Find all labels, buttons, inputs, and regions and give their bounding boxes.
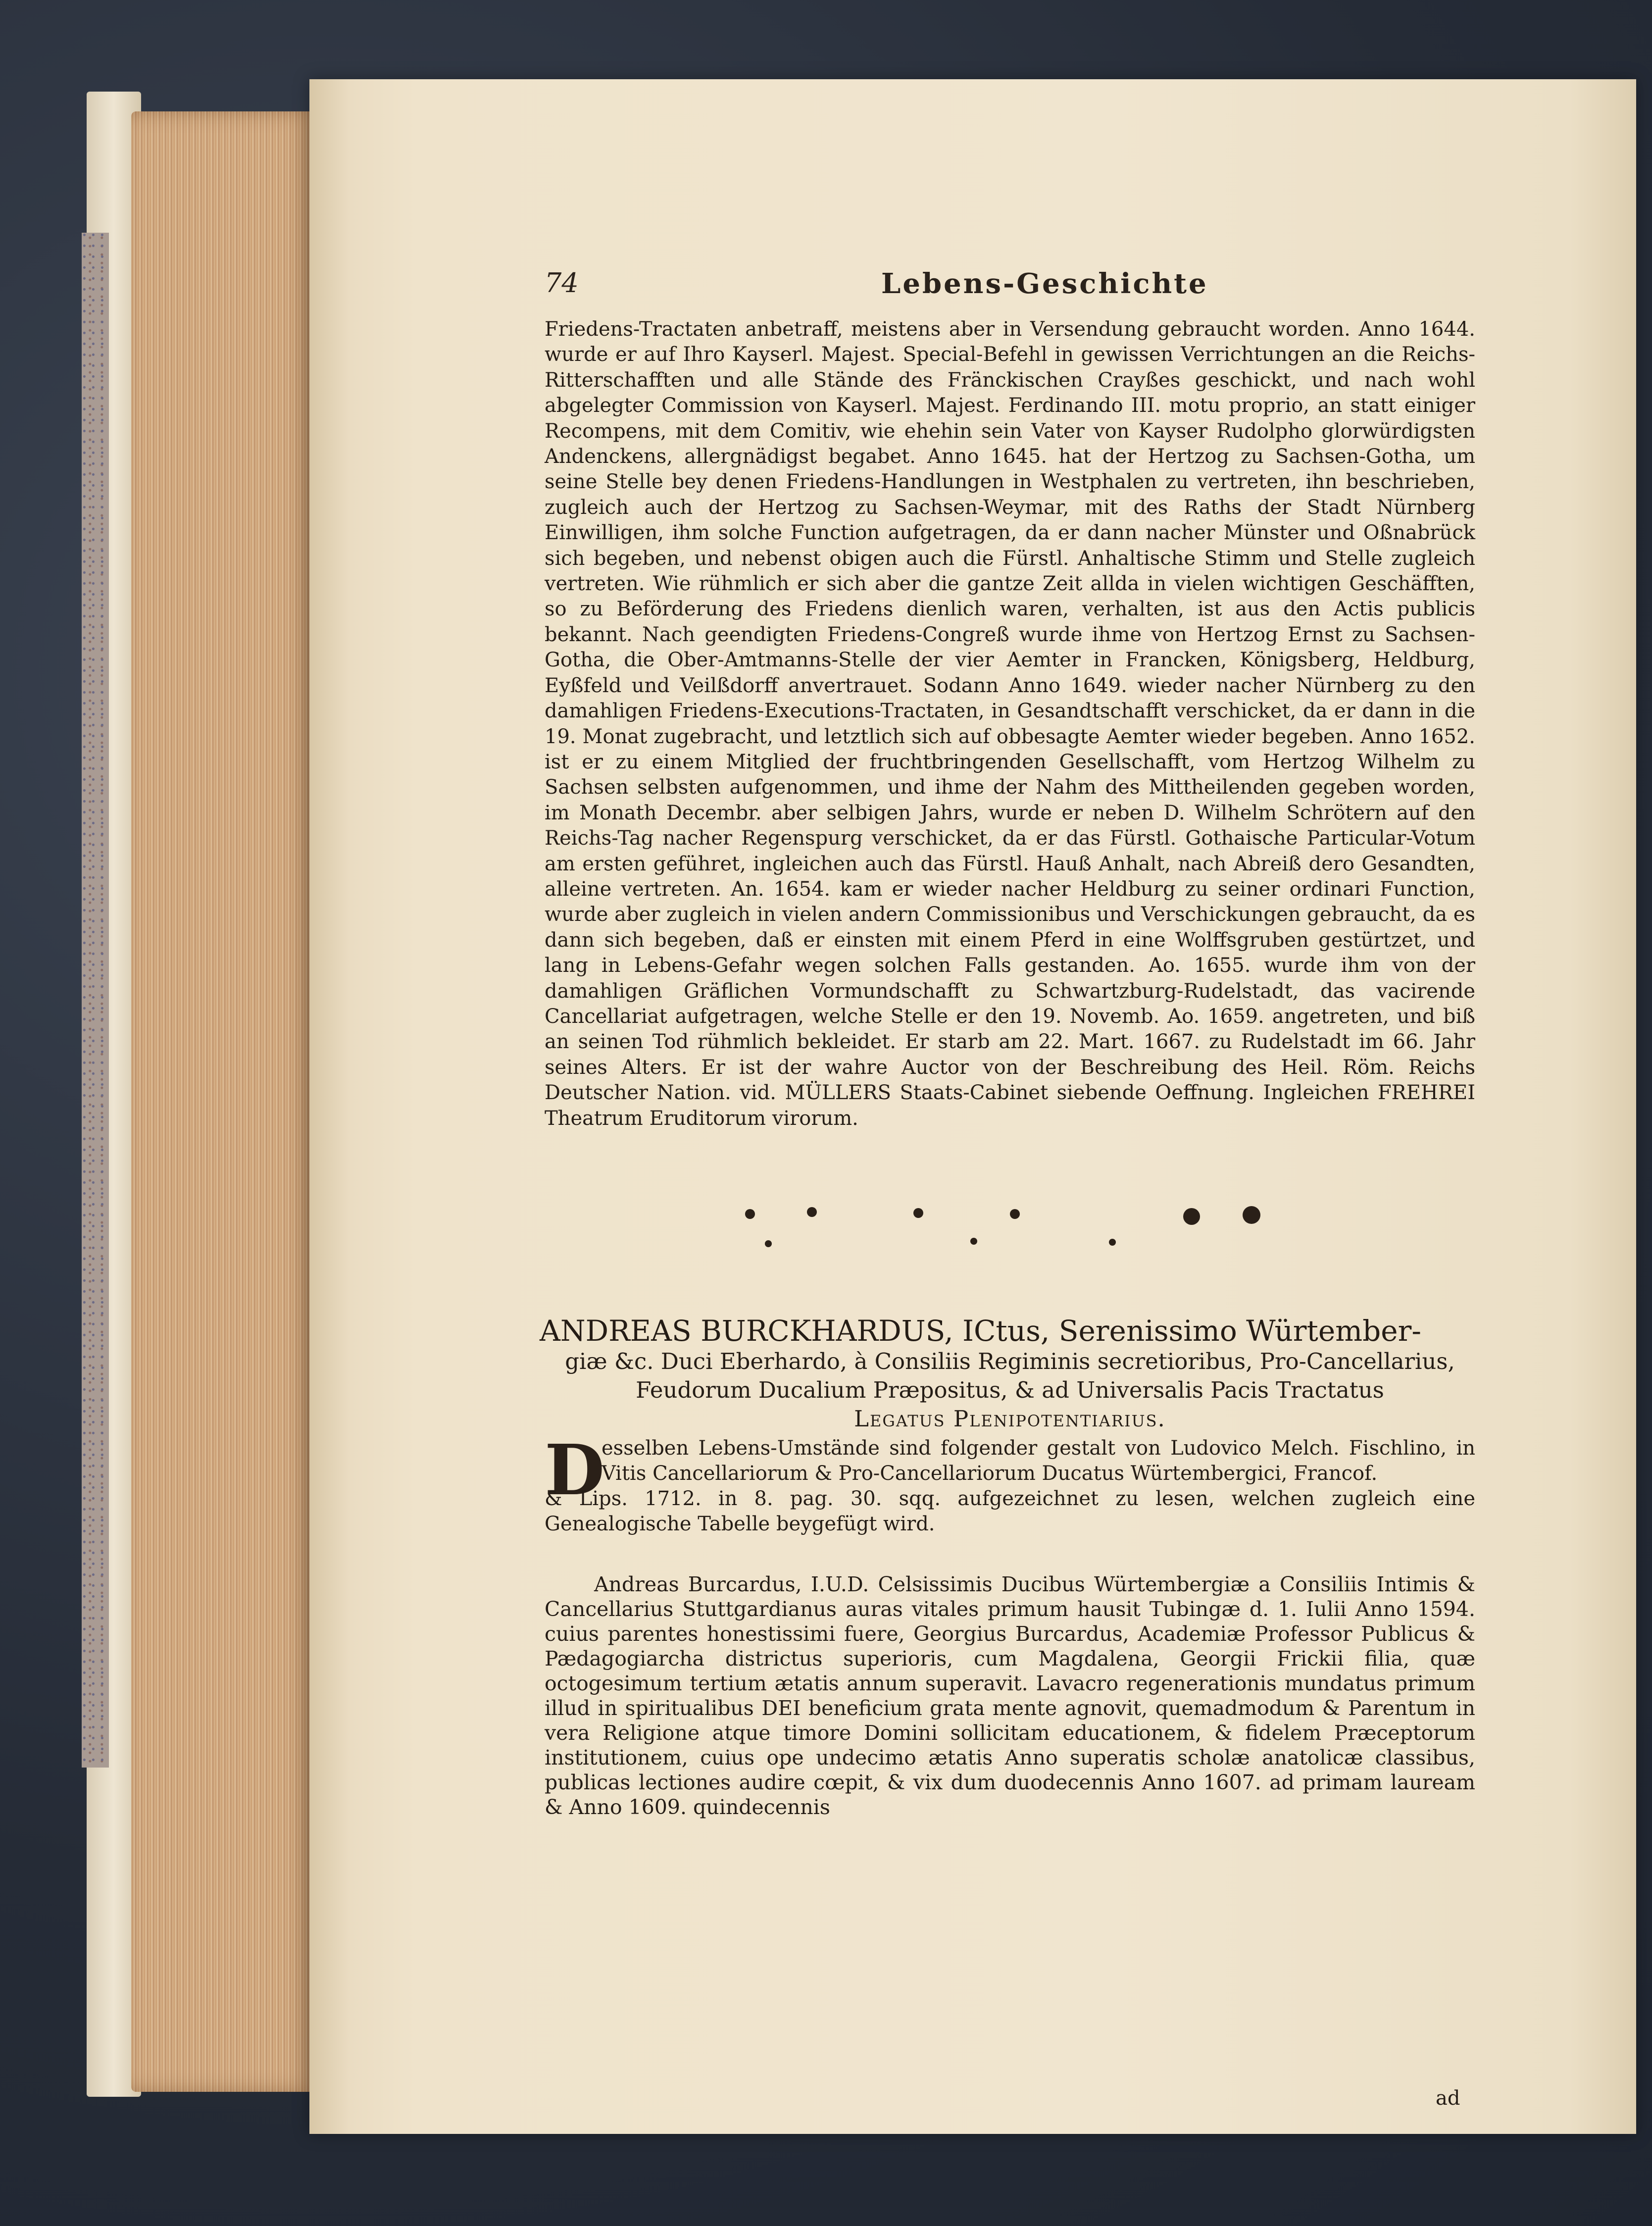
heading-name-line: ANDREAS BURCKHARDUS, ICtus, Serenissimo Würtember- bbox=[540, 1314, 1421, 1348]
paragraph-source-rest: & Lips. 1712. in 8. pag. 30. sqq. aufgezeichnet zu lesen, welchen zugleich eine Genealogische Tabelle beygefügt wird. bbox=[545, 1487, 1475, 1535]
catchword: ad bbox=[1436, 2087, 1460, 2110]
paragraph-source bbox=[545, 1430, 1475, 1594]
ornament-dot bbox=[970, 1238, 977, 1245]
heading-line: Feudorum Ducalium Præpositus, & ad Universalis Pacis Tractatus bbox=[636, 1377, 1384, 1403]
heading-title-line: Legatus Plenipotentiarius. bbox=[854, 1406, 1166, 1432]
page-number: 74 bbox=[545, 267, 579, 299]
biography-heading bbox=[540, 1315, 1480, 1433]
running-title: Lebens-Geschichte bbox=[881, 267, 1208, 300]
drop-cap: D bbox=[545, 1430, 605, 1511]
section-ornament bbox=[718, 1198, 1361, 1258]
ornament-dot bbox=[807, 1207, 817, 1217]
paragraph-source-first-lines: esselben Lebens-Umstände sind folgender gestalt von Ludovico Melch. Fischlino, in Vitis Cancellariorum & Pro-Cancellariorum Ducatus Würtembergici, Francof. bbox=[601, 1437, 1475, 1485]
ornament-dot bbox=[1183, 1208, 1200, 1225]
ornament-dot bbox=[1243, 1206, 1260, 1224]
ornament-dot bbox=[913, 1208, 923, 1218]
heading-line: giæ &c. Duci Eberhardo, à Consiliis Regiminis secretioribus, Pro-Cancellarius, bbox=[565, 1348, 1455, 1374]
paragraph-continued: Friedens-Tractaten anbetraff, meistens aber in Versendung gebraucht worden. Anno 1644. wurde er auf Ihro Kayserl. Majest. Special-Befehl in gewissen Verrichtungen an die Reichs-Ritterschafften und alle Stände des Fränckischen Crayßes geschickt, und nach wohl abgelegter Commission von Kayserl. Majest. Ferdinando III. motu proprio, an statt einiger Recompens, mit dem Comitiv, wie ehehin sein Vater von Kayser Rudolpho glorwürdigsten Andenckens, allergnädigst begabet. Anno 1645. hat der Hertzog zu Sachsen-Gotha, um seine Stelle bey denen Friedens-Handlungen in Westphalen zu vertreten, ihn beschrieben, zugleich auch der Hertzog zu Sachsen-Weymar, mit des Raths der Stadt Nürnberg Einwilligen, ihm solche Function aufgetragen, da er dann nacher Münster und Oßnabrück sich begeben, und nebenst obigen auch die Fürstl. Anhaltische Stimm und Stelle zugleich vertreten. Wie rühmlich er sich aber die gantze Zeit allda in vielen wichtigen Geschäfften, so zu Beförderung des Friedens dienlich waren, verhalten, ist aus den Actis publicis bekannt. Nach geendigten Friedens-Congreß wurde ihme von Hertzog Ernst zu Sachsen-Gotha, die Ober-Amtmanns-Stelle der vier Aemter in Francken, Königsberg, Heldburg, Eyßfeld und Veilßdorff anvertrauet. Sodann Anno 1649. wieder nacher Nürnberg zu den damahligen Friedens-Executions-Tractaten, in Gesandtschafft verschicket, da er dann in die 19. Monat zugebracht, und letztlich sich auf obbesagte Aemter wieder begeben. Anno 1652. ist er zu einem Mitglied der fruchtbringenden Gesellschafft, vom Hertzog Wilhelm zu Sachsen selbsten aufgenommen, und ihme der Nahm des Mittheilenden gegeben worden, im Monath Decembr. aber selbigen Jahrs, wurde er neben D. Wilhelm Schrötern auf den Reichs-Tag nacher Regenspurg verschicket, da er das Fürstl. Gothaische Particular-Votum am ersten geführet, ingleichen auch das Fürstl. Hauß Anhalt, nach Abreiß dero Gesandten, alleine vertreten. An. 1654. kam er wieder nacher Heldburg zu seiner ordinari Function, wurde aber zugleich in vielen andern Commissionibus und Verschickungen gebraucht, da es dann sich begeben, daß er einsten mit einem Pferd in eine Wolffsgruben gestürtzet, und lang in Lebens-Gefahr wegen solchen Falls gestanden. Ao. 1655. wurde ihm von der damahligen Gräflichen Vormundschafft zu Schwartzburg-Rudelstadt, das vacirende Cancellariat aufgetragen, welche Stelle er den 19. Novemb. Ao. 1659. angetreten, und biß an seinen Tod rühmlich bekleidet. Er starb am 22. Mart. 1667. zu Rudelstadt im 66. Jahr seines Alters. Er ist der wahre Auctor von der Beschreibung des Heil. Röm. Reichs Deutscher Nation. vid. MÜLLERS Staats-Cabinet siebende Oeffnung. Ingleichen FREHREI Theatrum Eruditorum virorum. bbox=[545, 318, 1475, 1130]
ornament-dot bbox=[1010, 1209, 1020, 1219]
marbled-endpaper bbox=[82, 233, 109, 1768]
ornament-dot bbox=[745, 1209, 755, 1219]
paragraph-latin-biography: Andreas Burcardus, I.U.D. Celsissimis Ducibus Würtembergiæ a Consiliis Intimis & Cancellarius Stuttgardianus auras vitales primum hausit Tubingæ d. 1. Iulii Anno 1594. cuius parentes honestissimi fuere, Georgius Burcardus, Academiæ Professor Publicus & Pædagogiarcha districtus superioris, cum Magdalena, Georgii Frickii filia, quæ octogesimum tertium ætatis annum superavit. Lavacro regenerationis mundatus primum illud in spiritualibus DEI beneficium grata mente agnovit, quemadmodum & Parentum in vera Religione atque timore Domini sollicitam educationem, & fidelem Præceptorum institutionem, cuius ope undecimo ætatis Anno superatis scholæ anatolicæ classibus, publicas lectiones audire cœpit, & vix dum duodecennis Anno 1607. ad primam lauream & Anno 1609. quindecennis bbox=[545, 1572, 1475, 1819]
running-head bbox=[545, 267, 1485, 307]
ornament-dot bbox=[765, 1240, 772, 1247]
page-edges bbox=[131, 111, 314, 2092]
ornament-dot bbox=[1109, 1239, 1116, 1246]
